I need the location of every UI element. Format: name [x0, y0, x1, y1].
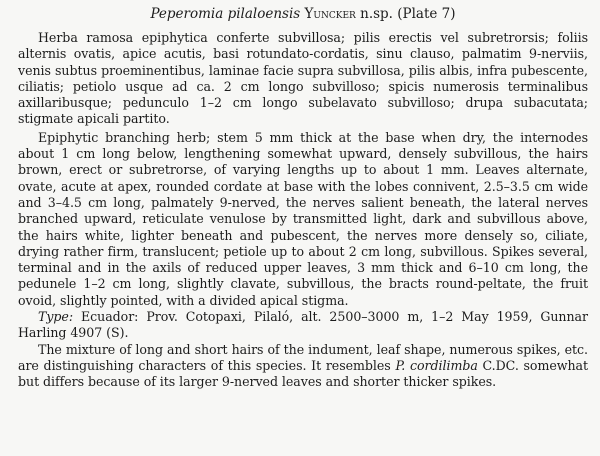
type-text: Ecuador: Prov. Cotopaxi, Pilaló, alt. 2500–3000 m, 1–2 May 1959, Gunnar Harling 4907 (S). [18, 309, 588, 341]
note-text-start: The mixture of long and short hairs of the indument, leaf shape, numerous spikes, etc. are distinguishing characters of this species. It resembles [18, 341, 588, 373]
species-heading [18, 5, 588, 24]
species-reference: P. cordilimba [395, 357, 478, 373]
diagnostic-note [18, 342, 588, 391]
heading-suffix: n.sp. (Plate 7) [360, 6, 456, 22]
english-description: Epiphytic branching herb; stem 5 mm thick at the base when dry, the internodes about 1 cm long below, lengthening somewhat upward, densely subvillous, the hairs brown, erect or subretrorse, of varying lengths up to about 1 mm. Leaves alternate, ovate, acute at apex, rounded cordate at base with the lobes connivent, 2.5–3.5 cm wide and 3–4.5 cm long, palmately 9-nerved, the nerves salient beneath, the lateral nerves branched upward, reticulate venulose by transmitted light, dark and subvillous above, the hairs white, lighter beneath and pubescent, the nerves more densely so, ciliate, drying rather firm, translucent; petiole up to about 2 cm long, subvillous. Spikes several, terminal and in the axils of reduced upper leaves, 3 mm thick and 6–10 cm long, the pedunele 1–2 cm long, slightly clavate, subvillous, the bracts round-peltate, the fruit ovoid, slightly pointed, with a divided apical stigma. [18, 129, 588, 308]
type-specimen [18, 309, 588, 342]
author-name: Yuncker [304, 6, 356, 22]
type-label: Type: [38, 309, 74, 325]
species-name: Peperomia pilaloensis [150, 6, 301, 22]
latin-description: Herba ramosa epiphytica conferte subvillosa; pilis erectis vel subretrorsis; foliis alternis ovatis, apice acutis, basi rotundato-cordatis, sinu clauso, palmatim 9-nerviis, venis subtus proeminentibus, laminae facie supra subvillosa, pilis albis, infra pubescente, ciliatis; petiolo usque ad ca. 2 cm longo subvilloso; spicis numerosis terminalibus axillaribusque; pedunculo 1–2 cm longo subelavato subvilloso; drupa subacutata; stigmate apicali partito. [18, 30, 588, 127]
note-text-end: C.DC. somewhat but differs because of its larger 9-nerved leaves and shorter thicker spikes. [18, 357, 588, 390]
